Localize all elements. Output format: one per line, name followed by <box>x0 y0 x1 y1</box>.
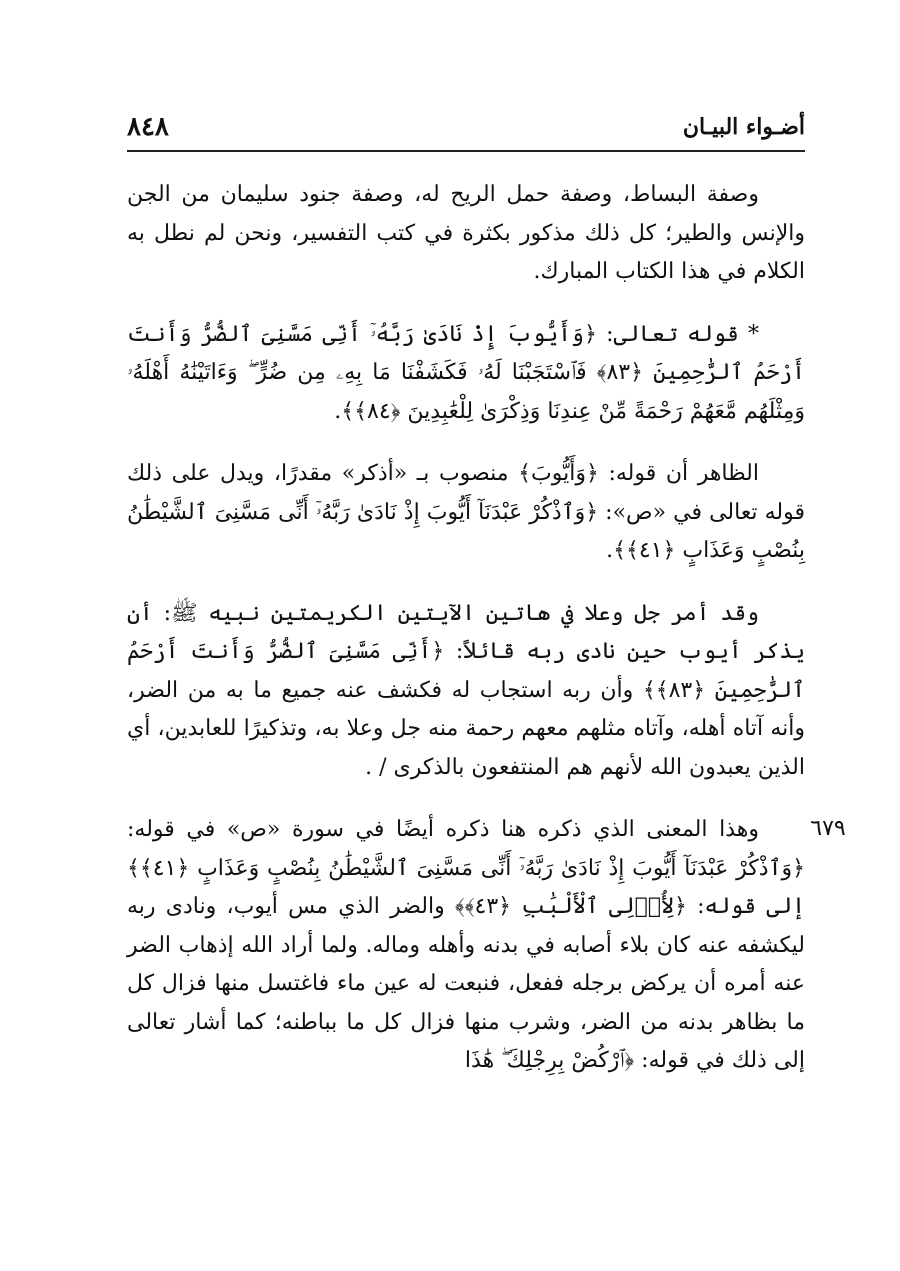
paragraph-3: الظاهر أن قوله: ﴿وَأَيُّوبَ﴾ منصوب بـ «أذكر» مقدرًا، ويدل على ذلك قوله تعالى في «ص»: ﴿وَٱذْكُرْ عَبْدَنَآ أَيُّوبَ إِذْ نَادَىٰ رَبَّهُۥٓ أَنِّى مَسَّنِىَ ٱلشَّيْطَٰنُ بِنُصْبٍ وَعَذَابٍ ﴿٤١﴾﴾. <box>127 461 805 563</box>
paragraph-5: وهذا المعنى الذي ذكره هنا ذكره أيضًا في سورة «ص» في قوله: ﴿وَٱذْكُرْ عَبْدَنَآ أَيُّوبَ إِذْ نَادَىٰ رَبَّهُۥٓ أَنِّى مَسَّنِىَ ٱلشَّيْطَٰنُ بِنُصْبٍ وَعَذَابٍ ﴿٤١﴾﴾ إلى قوله: ﴿لِأُو۟لِى ٱلْأَلْبَٰبِ ﴿٤٣﴾﴾ والضر الذي مس أيوب، ونادى ربه ليكشفه عنه كان بلاء أصابه في بدنه وأهله وماله. ولما أراد الله إذهاب الضر عنه أمره أن يركض برجله ففعل، فنبعت له عين ماء فاغتسل منها فزال كل ما بظاهر بدنه من الضر، وشرب منها فزال كل ما بباطنه؛ كما أشار تعالى إلى ذلك في قوله: ﴿ٱرْكُضْ بِرِجْلِكَ ۖ هَٰذَا <box>127 817 805 1073</box>
page-number: ٨٤٨ <box>127 112 169 142</box>
margin-page-reference: ٦٧٩ <box>810 816 846 841</box>
paragraph-4: وقد أمر جل وعلا في هاتين الآيتين الكريمتين نبيه ﷺ: أن يذكر أيوب حين نادى ربه قائلاً: ﴿أَنِّى مَسَّنِىَ ٱلضُّرُّ وَأَنتَ أَرْحَمُ ٱلرَّٰحِمِينَ ﴿٨٣﴾﴾ وأن ربه استجاب له فكشف عنه جميع ما به من الضر، وأنه آتاه أهله، وآتاه مثلهم معهم رحمة منه جل وعلا به، وتذكيرًا للعابدين، أي الذين يعبدون الله لأنهم هم المنتفعون بالذكرى / . <box>127 600 805 780</box>
paragraph-2: * قوله تعالى: ﴿وَأَيُّوبَ إِذْ نَادَىٰ رَبَّهُۥٓ أَنِّى مَسَّنِىَ ٱلضُّرُّ وَأَنتَ أَرْحَمُ ٱلرَّٰحِمِينَ ﴿٨٣﴾ فَٱسْتَجَبْنَا لَهُۥ فَكَشَفْنَا مَا بِهِۦ مِن ضُرٍّ ۖ وَءَاتَيْنَٰهُ أَهْلَهُۥ وَمِثْلَهُم مَّعَهُمْ رَحْمَةً مِّنْ عِندِنَا وَذِكْرَىٰ لِلْعَٰبِدِينَ ﴿٨٤﴾﴾. <box>127 321 805 424</box>
book-title: أضـواء البيـان <box>682 114 805 140</box>
header-divider <box>127 150 805 152</box>
page-header <box>127 112 805 146</box>
paragraph-1: وصفة البساط، وصفة حمل الريح له، وصفة جنود سليمان من الجن والإنس والطير؛ كل ذلك مذكور بكثرة في كتب التفسير، ونحن لم نطل به الكلام في هذا الكتاب المبارك. <box>127 182 805 284</box>
body-text <box>127 176 805 1081</box>
